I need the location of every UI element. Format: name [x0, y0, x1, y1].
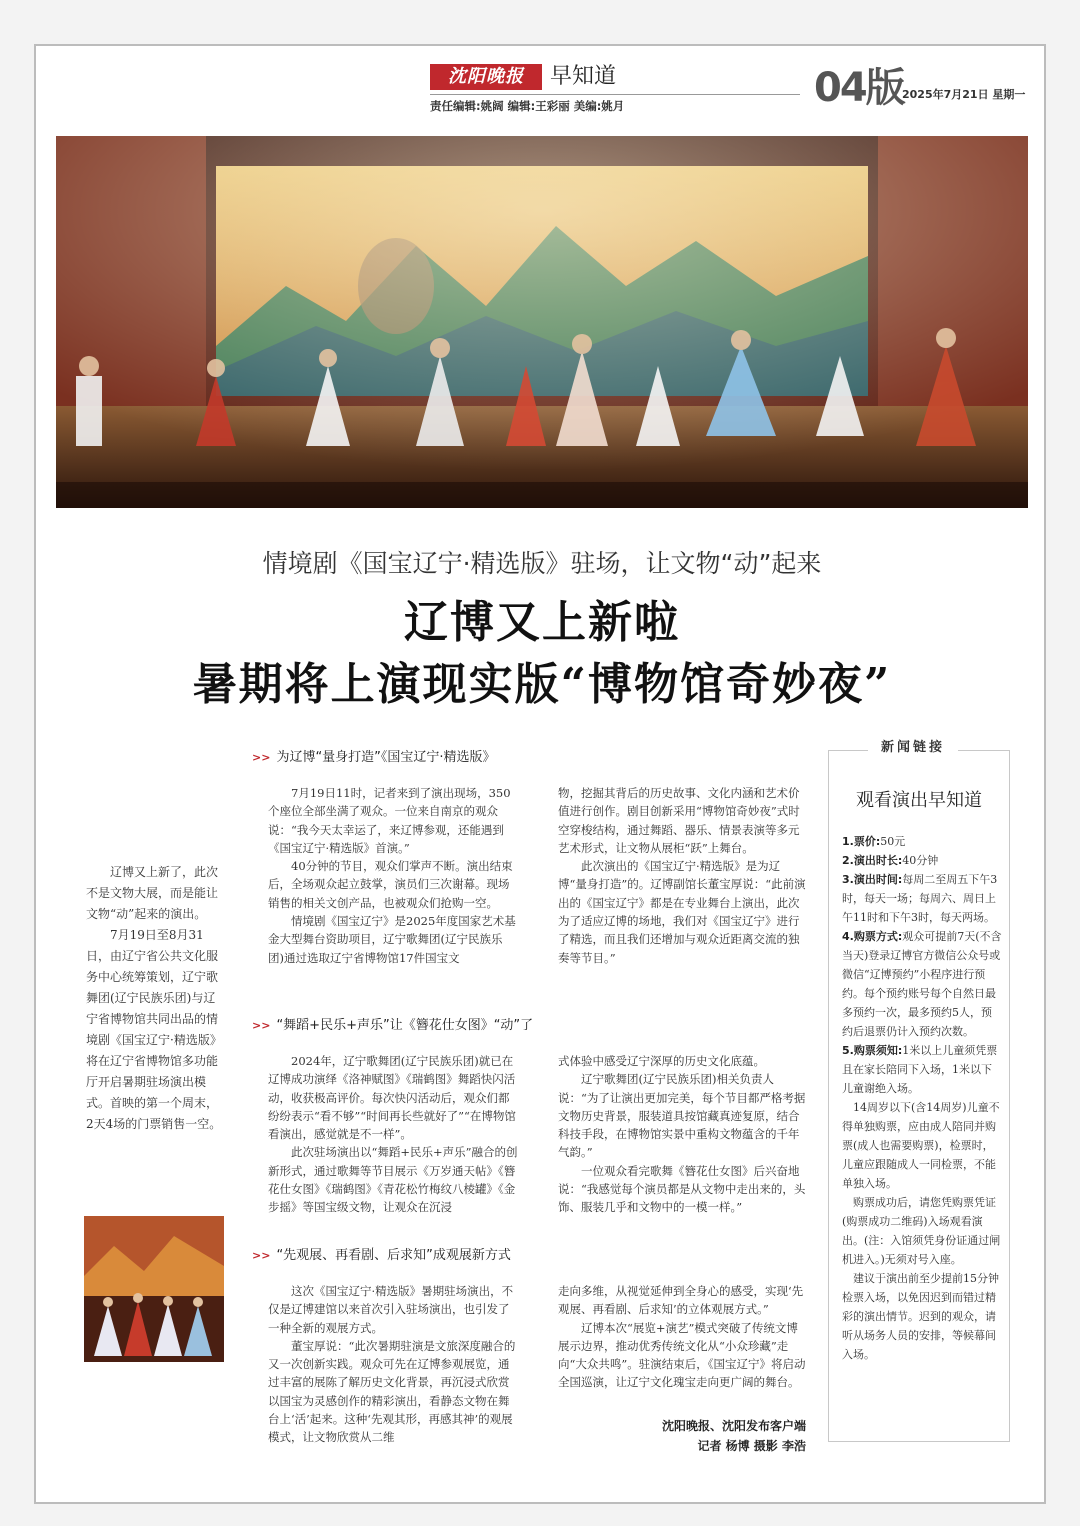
news-link-body: [842, 832, 1002, 1364]
paragraph-continued: 走向多维，从视觉延伸到全身心的感受，实现‘先观展、再看剧、后求知’的立体观展方式。”: [558, 1284, 804, 1317]
info-item: [842, 851, 1002, 870]
stage-performance-photo: [56, 136, 1028, 508]
paragraph: 辽宁歌舞团(辽宁民族乐团)相关负责人说：“为了让演出更加完美，每个节目都严格考据文物历史背景，服装道具按馆藏真迹复原，结合科技手段，在博物馆实景中重构文物蕴含的千年气韵。”: [558, 1072, 806, 1160]
byline: [638, 1416, 806, 1456]
info-note: 14周岁以下(含14周岁)儿童不得单独购票，应由成人陪同并购票(成人也需要购票)，检票时，儿童应跟随成人一同检票，不能单独入场。: [842, 1101, 1000, 1190]
section-heading-1: [252, 746, 496, 765]
stage-photo-illustration: [56, 136, 1028, 508]
column-name: 早知道: [550, 64, 617, 89]
paragraph: 此次驻场演出以“舞蹈+民乐+声乐”融合的创新形式，通过歌舞等节目展示《万岁通天帖》《簪花仕女图》《瑞鹤图》《青花松竹梅纹八棱罐》《金步摇》等国宝级文物，让观众在沉浸: [268, 1145, 518, 1215]
paragraph: 2024年，辽宁歌舞团(辽宁民族乐团)就已在辽博成功演绎《洛神赋图》《瑞鹤图》舞蹈快闪活动，收获极高评价。每次快闪活动后，观众们都纷纷表示“看不够”“时间再长些就好了”“在博物馆看演出，感觉就是不一样”。: [268, 1054, 516, 1142]
info-key: 1.票价:: [842, 835, 881, 848]
section-title: “舞蹈+民乐+声乐”让《簪花仕女图》“动”了: [276, 1018, 534, 1033]
section-1-column-1: [268, 784, 518, 967]
section-heading-3: [252, 1244, 511, 1263]
section-heading-2: [252, 1014, 533, 1033]
section-3-column-1: [268, 1282, 518, 1447]
lead-paragraph: 7月19日至8月31日，由辽宁省公共文化服务中心统筹策划，辽宁歌舞团(辽宁民族乐团)与辽宁省博物馆共同出品的情境剧《国宝辽宁·精选版》将在辽宁省博物馆多功能厅开启暑期驻场演出模式。首映的第一个周末，2天4场的门票销售一空。: [86, 928, 222, 1131]
dance-thumbnail-photo: [84, 1216, 224, 1362]
byline-reporters: 记者 杨博 摄影 李浩: [697, 1439, 806, 1453]
info-value: 40分钟: [902, 854, 939, 867]
info-value: 50元: [880, 835, 906, 848]
headline-main-line1: 辽博又上新啦: [404, 597, 680, 648]
paragraph: 40分钟的节目，观众们掌声不断。演出结束后，全场观众起立鼓掌，演员们三次谢幕。现场销售的相关文创产品，也被观众们抢购一空。: [268, 859, 513, 910]
info-value: 1米以上儿童须凭票且在家长陪同下入场，1米以下儿童谢绝入场。: [842, 1044, 998, 1095]
paragraph-continued: 物，挖掘其背后的历史故事、文化内涵和艺术价值进行创作。剧目创新采用“博物馆奇妙夜”式时空穿梭结构，通过舞蹈、器乐、情景表演等多元艺术形式，让文物从展柜“跃”上舞台。: [558, 786, 800, 855]
double-chevron-icon: >>: [252, 751, 271, 764]
paragraph: 情境剧《国宝辽宁》是2025年度国家艺术基金大型舞台资助项目，辽宁歌舞团(辽宁民族乐团)通过选取辽宁省博物馆17件国宝文: [268, 914, 516, 965]
section-2-column-2: [558, 1052, 808, 1217]
section-1-column-2: [558, 784, 808, 967]
info-key: 3.演出时间:: [842, 873, 903, 886]
paragraph: 辽博本次“展览+演艺”模式突破了传统文博展示边界，推动优秀传统文化从“小众珍藏”走向“大众共鸣”。驻演结束后，《国宝辽宁》将启动全国巡演，让辽宁文化瑰宝走向更广阔的舞台。: [558, 1320, 806, 1390]
lead-paragraph: 辽博又上新了，此次不是文物大展，而是能让文物“动”起来的演出。: [86, 865, 219, 921]
news-link-tag: 新闻链接: [868, 736, 958, 760]
paragraph-continued: 式体验中感受辽宁深厚的历史文化底蕴。: [558, 1054, 765, 1068]
newspaper-page: [34, 44, 1046, 1504]
double-chevron-icon: >>: [252, 1249, 271, 1262]
paragraph: 一位观众看完歌舞《簪花仕女图》后兴奋地说：“我感觉每个演员都是从文物中走出来的，头饰、服装几乎和文物中的一模一样。”: [558, 1163, 806, 1215]
paragraph: 此次演出的《国宝辽宁·精选版》是为辽博“量身打造”的。辽博副馆长董宝厚说：“此前演出的《国宝辽宁》都是在专业舞台上演出，此次为了适应辽博的场地，我们对《国宝辽宁》进行了精选，而且我们还增加与观众近距离交流的独奏等节目。”: [558, 859, 806, 965]
info-item: [842, 832, 1002, 851]
info-item: [842, 1041, 1002, 1098]
lead-paragraphs: [86, 862, 222, 1135]
info-key: 5.购票须知:: [842, 1044, 903, 1057]
double-chevron-icon: >>: [252, 1019, 271, 1032]
thumbnail-illustration: [84, 1216, 224, 1362]
byline-outlets: 沈阳晚报、沈阳发布客户端: [661, 1419, 806, 1433]
info-item: [842, 927, 1002, 1041]
info-value: 观众可提前7天(不含当天)登录辽博官方微信公众号或微信“辽博预约”小程序进行预约。每个预约账号每个自然日最多预约一次，最多预约5人，预约后退票仍计入预约次数。: [842, 930, 1002, 1038]
news-link-title: 观看演出早知道: [856, 790, 982, 811]
info-key: 4.购票方式:: [842, 930, 903, 943]
paragraph: 7月19日11时，记者来到了演出现场，350个座位全部坐满了观众。一位来自南京的观众说：“我今天太幸运了，来辽博参观，还能遇到《国宝辽宁·精选版》首演。”: [268, 786, 511, 855]
headline-kicker: 情境剧《国宝辽宁·精选版》驻场，让文物“动”起来: [262, 549, 822, 578]
editors-line: 责任编辑:姚阔 编辑:王彩丽 美编:姚月: [430, 99, 625, 113]
paragraph: 这次《国宝辽宁·精选版》暑期驻场演出，不仅是辽博建馆以来首次引入驻场演出，也引发了一种全新的观展方式。: [268, 1284, 514, 1335]
section-title: 为辽博“量身打造”《国宝辽宁·精选版》: [276, 750, 496, 765]
info-note: 建议于演出前至少提前15分钟检票入场，以免因迟到而错过精彩的演出情节。迟到的观众，请听从场务人员的安排，等候幕间入场。: [842, 1272, 999, 1361]
info-note: 购票成功后，请您凭购票凭证(购票成功二维码)入场观看演出。(注：入馆须凭身份证通过闸机进入。)无须对号入座。: [842, 1196, 1001, 1266]
section-3-column-2: [558, 1282, 808, 1392]
paper-logo: 沈阳晚报: [430, 64, 542, 90]
issue-date: 2025年7月21日 星期一: [902, 88, 1026, 101]
section-title: “先观展、再看剧、后求知”成观展新方式: [276, 1248, 511, 1263]
masthead-rule: [430, 94, 800, 95]
headline-main-line2: 暑期将上演现实版“博物馆奇妙夜”: [192, 659, 892, 710]
section-2-column-1: [268, 1052, 518, 1217]
info-key: 2.演出时长:: [842, 854, 903, 867]
info-item: [842, 870, 1002, 927]
page-number: 04版: [814, 65, 904, 111]
paragraph: 董宝厚说：“此次暑期驻演是文旅深度融合的又一次创新实践。观众可先在辽博参观展览，通过丰富的展陈了解历史文化背景，再沉浸式欣赏以国宝为灵感创作的精彩演出，看静态文物在舞台上‘活’起来。这种‘先观其形，再感其神’的观展模式，让文物欣赏从二维: [268, 1338, 516, 1445]
info-value: 每周二至周五下午3时，每天一场；每周六、周日上午11时和下午3时，每天两场。: [842, 873, 998, 924]
